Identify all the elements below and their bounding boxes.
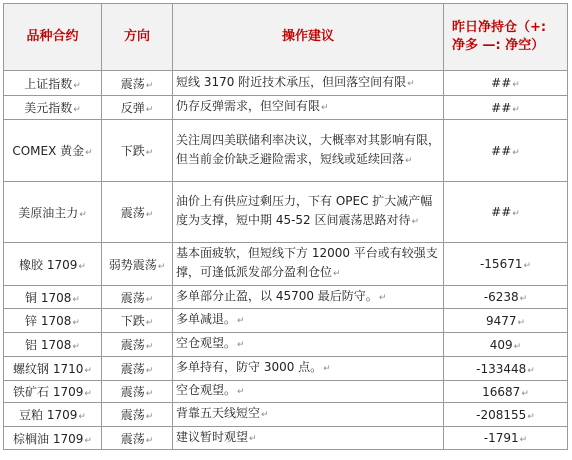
contract-cell: COMEX 黄金↵	[4, 120, 102, 182]
paragraph-mark-icon: ↵	[85, 148, 93, 158]
paragraph-mark-icon: ↵	[145, 148, 154, 158]
contract-cell: 美元指数↵	[4, 96, 102, 120]
table-row	[4, 403, 568, 427]
paragraph-mark-icon: ↵	[84, 366, 92, 376]
table-row	[4, 182, 568, 243]
holding-cell: -6238↵	[444, 286, 568, 309]
contract-cell: 橡胶 1709↵	[4, 243, 102, 286]
paragraph-mark-icon: ↵	[145, 209, 154, 220]
paragraph-mark-icon: ↵	[512, 209, 520, 219]
advice-cell: 背靠五天线短空↵	[173, 403, 444, 427]
contract-cell: 螺纹钢 1710↵	[4, 357, 102, 381]
paragraph-mark-icon: ↵	[513, 341, 522, 352]
paragraph-mark-icon: ↵	[512, 104, 520, 115]
paragraph-mark-icon: ↵	[145, 318, 154, 328]
paragraph-mark-icon: ↵	[519, 435, 528, 445]
advice-cell: 多单部分止盈，以 45700 最后防守。↵	[173, 286, 444, 309]
header-contract: 品种合约	[4, 4, 102, 71]
paragraph-mark-icon: ↵	[512, 80, 520, 90]
header-holding-line1: 昨日净持仓（+:	[452, 20, 547, 35]
paragraph-mark-icon: ↵	[237, 340, 245, 350]
table-row	[4, 333, 568, 357]
advice-cell: 空仓观望。↵	[173, 333, 444, 357]
direction-cell: 弱势震荡↵	[102, 243, 173, 286]
header-holding	[444, 4, 568, 71]
contract-cell: 上证指数↵	[4, 71, 102, 96]
advice-cell: 空仓观望。↵	[173, 381, 444, 403]
paragraph-mark-icon: ↵	[249, 433, 257, 444]
advice-cell: 关注周四美联储利率决议，大概率对其影响有限，但当前金价缺乏避险需求，短线或延续回落↵	[173, 120, 444, 182]
table-row	[4, 381, 568, 403]
paragraph-mark-icon: ↵	[145, 389, 154, 399]
contract-cell: 铁矿石 1709↵	[4, 381, 102, 403]
paragraph-mark-icon: ↵	[145, 366, 154, 376]
holding-cell: 9477↵	[444, 309, 568, 333]
holding-cell: -15671↵	[444, 243, 568, 286]
paragraph-mark-icon: ↵	[73, 105, 81, 115]
table-row	[4, 71, 568, 96]
advice-cell: 基本面疲软，但短线下方 12000 平台或有较强支撑，可逢低派发部分盈利仓位↵	[173, 243, 444, 286]
holding-cell: 16687↵	[444, 381, 568, 403]
paragraph-mark-icon: ↵	[145, 435, 154, 446]
contract-cell: 铜 1708↵	[4, 286, 102, 309]
paragraph-mark-icon: ↵	[323, 364, 331, 374]
direction-cell: 震荡↵	[102, 357, 173, 381]
paragraph-mark-icon: ↵	[517, 317, 526, 328]
paragraph-mark-icon: ↵	[411, 217, 420, 227]
direction-cell: 震荡↵	[102, 381, 173, 403]
paragraph-mark-icon: ↵	[79, 209, 87, 220]
table-row	[4, 96, 568, 120]
header-holding-line2: 净多 —: 净空）	[452, 38, 545, 53]
paragraph-mark-icon: ↵	[157, 261, 166, 272]
paragraph-mark-icon: ↵	[512, 147, 520, 158]
header-direction: 方向	[102, 4, 173, 71]
holding-cell: 409↵	[444, 333, 568, 357]
contract-cell: 锌 1708↵	[4, 309, 102, 333]
paragraph-mark-icon: ↵	[145, 294, 154, 305]
paragraph-mark-icon: ↵	[378, 292, 387, 303]
paragraph-mark-icon: ↵	[72, 342, 80, 352]
advice-cell: 油价上有供应过剩压力，下有 OPEC 扩大减产幅度为支撑，短中期 45-52 区间震荡思路对待↵	[173, 182, 444, 243]
direction-cell: 下跌↵	[102, 120, 173, 182]
table-row	[4, 243, 568, 286]
direction-cell: 震荡↵	[102, 403, 173, 427]
direction-cell: 震荡↵	[102, 333, 173, 357]
paragraph-mark-icon: ↵	[321, 103, 329, 113]
paragraph-mark-icon: ↵	[519, 294, 528, 304]
advice-cell: 短线 3170 附近技术承压，但回落空间有限↵	[173, 71, 444, 96]
holding-cell: ##↵	[444, 71, 568, 96]
paragraph-mark-icon: ↵	[78, 261, 86, 272]
direction-cell: 震荡↵	[102, 286, 173, 309]
paragraph-mark-icon: ↵	[145, 80, 154, 91]
holding-cell: -133448↵	[444, 357, 568, 381]
paragraph-mark-icon: ↵	[145, 342, 154, 352]
paragraph-mark-icon: ↵	[405, 155, 413, 166]
table-row	[4, 286, 568, 309]
paragraph-mark-icon: ↵	[72, 318, 80, 328]
table-row	[4, 120, 568, 182]
holding-cell: ##↵	[444, 120, 568, 182]
table-row	[4, 357, 568, 381]
table-row	[4, 427, 568, 450]
paragraph-mark-icon: ↵	[73, 80, 81, 91]
direction-cell: 反弹↵	[102, 96, 173, 120]
paragraph-mark-icon: ↵	[523, 261, 532, 271]
paragraph-mark-icon: ↵	[407, 78, 415, 89]
header-row	[4, 4, 568, 71]
direction-cell: 震荡↵	[102, 71, 173, 96]
paragraph-mark-icon: ↵	[527, 365, 535, 376]
direction-cell: 下跌↵	[102, 309, 173, 333]
paragraph-mark-icon: ↵	[145, 412, 154, 422]
advice-cell: 建议暂时观望↵	[173, 427, 444, 450]
paragraph-mark-icon: ↵	[521, 388, 529, 399]
holding-cell: ##↵	[444, 96, 568, 120]
advice-cell: 多单持有，防守 3000 点。↵	[173, 357, 444, 381]
holding-cell: -1791↵	[444, 427, 568, 450]
paragraph-mark-icon: ↵	[78, 412, 86, 422]
strategy-table	[3, 3, 568, 450]
paragraph-mark-icon: ↵	[527, 411, 535, 422]
table-row	[4, 309, 568, 333]
paragraph-mark-icon: ↵	[261, 410, 269, 420]
contract-cell: 豆粕 1709↵	[4, 403, 102, 427]
paragraph-mark-icon: ↵	[237, 316, 245, 326]
contract-cell: 美原油主力↵	[4, 182, 102, 243]
advice-cell: 仍存反弹需求，但空间有限↵	[173, 96, 444, 120]
direction-cell: 震荡↵	[102, 182, 173, 243]
contract-cell: 铝 1708↵	[4, 333, 102, 357]
paragraph-mark-icon: ↵	[84, 389, 92, 399]
paragraph-mark-icon: ↵	[145, 105, 154, 115]
direction-cell: 震荡↵	[102, 427, 173, 450]
paragraph-mark-icon: ↵	[333, 269, 341, 279]
paragraph-mark-icon: ↵	[237, 387, 245, 397]
holding-cell: -208155↵	[444, 403, 568, 427]
advice-cell: 多单减退。↵	[173, 309, 444, 333]
holding-cell: ##↵	[444, 182, 568, 243]
paragraph-mark-icon: ↵	[72, 294, 80, 305]
contract-cell: 棕榈油 1709↵	[4, 427, 102, 450]
paragraph-mark-icon: ↵	[84, 435, 92, 446]
header-advice: 操作建议	[173, 4, 444, 71]
